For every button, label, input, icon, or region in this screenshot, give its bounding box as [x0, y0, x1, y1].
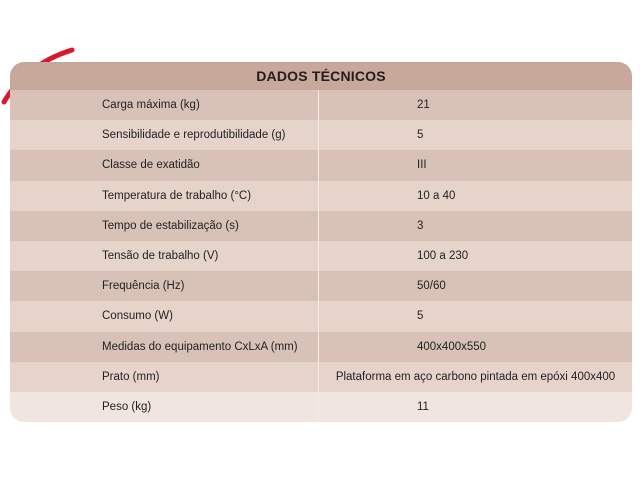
table-row [10, 241, 632, 271]
row-label: Tensão de trabalho (V) [10, 241, 319, 271]
table-row [10, 150, 632, 180]
table-row [10, 181, 632, 211]
table-row [10, 120, 632, 150]
row-label: Temperatura de trabalho (°C) [10, 181, 319, 211]
row-label: Medidas do equipamento CxLxA (mm) [10, 332, 319, 362]
row-value: 400x400x550 [417, 340, 487, 353]
table-row [10, 362, 632, 392]
row-value: 5 [417, 310, 424, 323]
row-value: 3 [417, 219, 424, 232]
table-title: DADOS TÉCNICOS [10, 62, 632, 90]
row-value: 21 [417, 99, 430, 112]
table-row [10, 211, 632, 241]
row-label: Sensibilidade e reprodutibilidade (g) [10, 120, 319, 150]
row-label: Consumo (W) [10, 301, 319, 331]
table-row [10, 301, 632, 331]
table-row [10, 332, 632, 362]
row-label: Frequência (Hz) [10, 271, 319, 301]
row-label: Prato (mm) [10, 362, 319, 392]
technical-data-table [10, 62, 632, 422]
table-row [10, 90, 632, 120]
row-label: Peso (kg) [10, 392, 319, 422]
row-value: 11 [417, 401, 429, 414]
row-value: 10 a 40 [417, 189, 456, 202]
row-value: 100 a 230 [417, 250, 469, 263]
row-label: Classe de exatidão [10, 150, 319, 180]
table-row [10, 271, 632, 301]
row-label: Carga máxima (kg) [10, 90, 319, 120]
row-value: 5 [417, 129, 424, 142]
row-label: Tempo de estabilização (s) [10, 211, 319, 241]
row-value: III [417, 159, 427, 172]
row-value: 50/60 [417, 280, 446, 293]
table-row [10, 392, 632, 422]
row-value: Plataforma em aço carbono pintada em epóxi 400x400 [335, 370, 616, 383]
